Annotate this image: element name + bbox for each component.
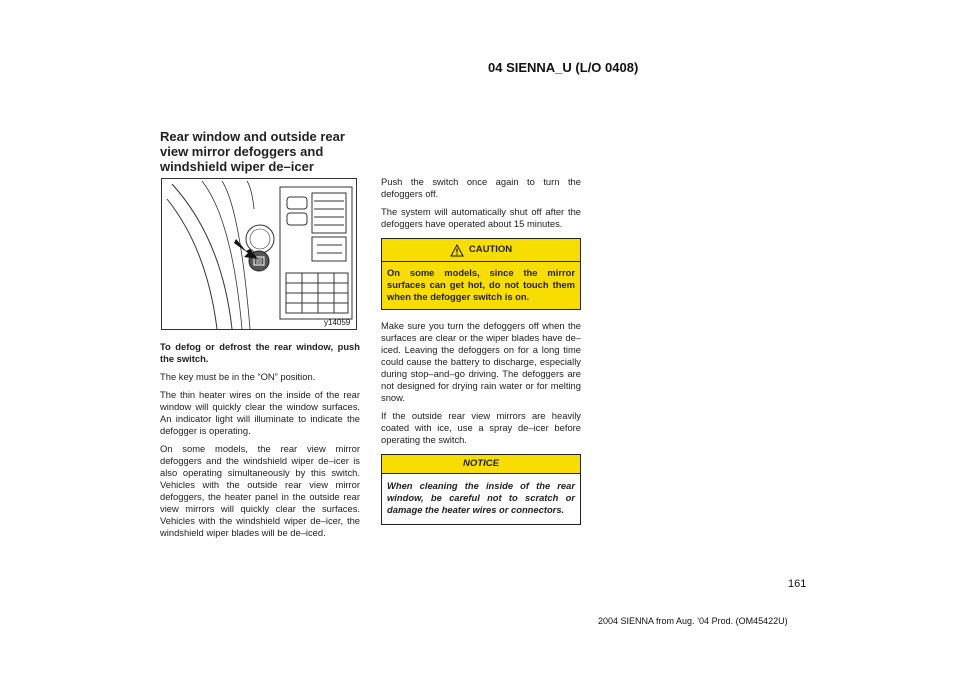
footer-text: 2004 SIENNA from Aug. ’04 Prod. (OM45422U) — [598, 616, 788, 626]
caution-header — [382, 239, 580, 262]
notice-box — [381, 454, 581, 525]
warning-triangle-icon — [450, 244, 464, 257]
paragraph: The system will automatically shut off after the defoggers have operated about 15 minutes. — [381, 206, 581, 229]
paragraph: The key must be in the “ON” position. — [160, 371, 316, 382]
caution-text: On some models, since the mirror surfaces can get hot, do not touch them when the defogger switch is on. — [387, 267, 575, 302]
paragraph: Make sure you turn the defoggers off when the surfaces are clear or the wiper blades have de–iced. Leaving the defoggers on for a long time could cause the battery to discharge, especially during stop–and–go driving. The defoggers are not designed for drying rain water or for melting snow. — [381, 320, 581, 403]
paragraph: If the outside rear view mirrors are heavily coated with ice, use a spray de–icer before operating the switch. — [381, 410, 581, 445]
caution-box — [381, 238, 581, 310]
paragraph: Push the switch once again to turn the defoggers off. — [381, 176, 581, 199]
figure-label: y14059 — [324, 318, 351, 327]
section-title: Rear window and outside rear view mirror defoggers and windshield wiper de–icer — [160, 129, 345, 174]
notice-title: NOTICE — [382, 455, 580, 474]
lead-instruction: To defog or defrost the rear window, push the switch. — [160, 341, 360, 364]
defogger-switch-illustration — [161, 178, 357, 330]
paragraph: The thin heater wires on the inside of the rear window will quickly clear the window surfaces. An indicator light will illuminate to indicate the defogger is operating. — [160, 389, 360, 436]
paragraph: On some models, the rear view mirror defoggers and the windshield wiper de–icer is also operating simultaneously by this switch. Vehicles with the outside rear view mirror defoggers, the heater panel in the outside rear view mirrors will quickly clear the surfaces. Vehicles with the windshield wiper de–icer, the windshield wiper blades will be de–iced. — [160, 443, 360, 538]
left-column — [160, 341, 360, 545]
notice-text: When cleaning the inside of the rear window, be careful not to scratch or damage the heater wires or connectors. — [387, 480, 575, 515]
page-number: 161 — [788, 578, 807, 590]
caution-title: CAUTION — [468, 244, 513, 255]
header-code: 04 SIENNA_U (L/O 0408) — [488, 60, 639, 75]
right-column — [381, 176, 581, 525]
